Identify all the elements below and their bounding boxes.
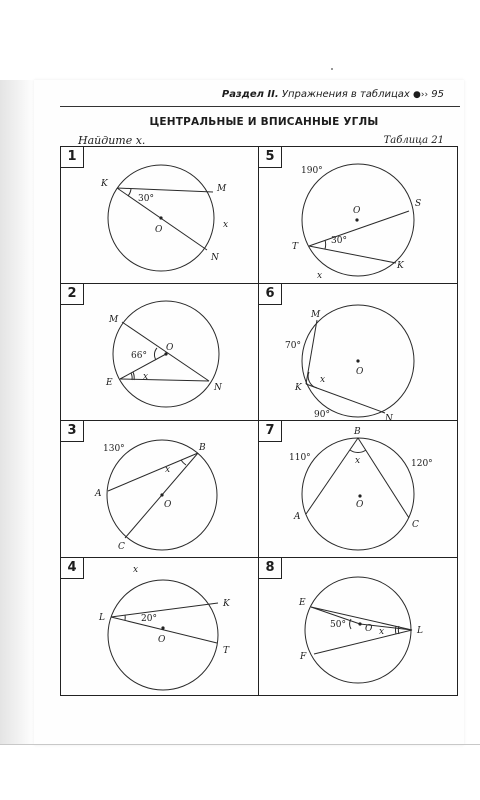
problem-6-figure [259, 284, 457, 421]
page-number: 95 [431, 89, 444, 100]
problem-1-figure [61, 147, 259, 284]
label-f: F [300, 652, 307, 662]
problem-number: 2 [61, 284, 84, 305]
label-l: L [99, 613, 105, 623]
chord-kn [306, 384, 385, 413]
angle-value: 66° [131, 351, 147, 361]
angle-arc [181, 460, 186, 465]
problem-number: 4 [61, 558, 84, 579]
angle-arc-x-2 [398, 626, 399, 634]
chord-en [120, 379, 209, 381]
label-m: M [311, 310, 321, 320]
label-n: N [385, 414, 393, 421]
angle-arc [350, 450, 366, 453]
label-o: O [356, 500, 364, 510]
chord-tk [309, 246, 396, 263]
center-dot [355, 218, 358, 221]
label-b: B [199, 443, 206, 453]
angle-value: 30° [331, 236, 347, 246]
problem-number: 1 [61, 147, 84, 168]
angle-arc-66 [154, 348, 157, 360]
label-o: O [155, 225, 163, 235]
chord-ts [309, 211, 409, 246]
label-s: S [415, 199, 422, 209]
header-section: Раздел II. [221, 89, 279, 100]
label-o: O [356, 367, 364, 377]
label-x: x [355, 456, 361, 466]
chord-ba [108, 453, 198, 491]
problem-cell-8 [259, 558, 457, 695]
arc-value-2: 120° [411, 459, 433, 469]
label-l: L [417, 626, 423, 636]
label-x: x [320, 375, 326, 385]
circle [302, 438, 414, 550]
problem-cell-7 [259, 421, 457, 558]
label-m: M [109, 315, 119, 325]
arc-value-1: 70° [285, 341, 301, 351]
label-x: x [143, 372, 149, 382]
problem-cell-2 [61, 284, 259, 421]
chord-el [311, 607, 412, 630]
label-n: N [211, 253, 219, 263]
table-label: Таблица 21 [383, 135, 444, 146]
angle-value: 50° [330, 620, 346, 630]
header-text [222, 89, 444, 100]
angle-value: 30° [138, 194, 154, 204]
label-a: A [294, 512, 301, 522]
header-dots-icon: ●›› [413, 90, 429, 100]
problem-5-figure [259, 147, 457, 284]
running-header [60, 86, 460, 107]
arc-value-1: 110° [289, 453, 311, 463]
label-k: K [295, 383, 302, 393]
arc-value-2: 90° [314, 410, 330, 420]
label-e: E [106, 378, 113, 388]
problem-number: 7 [259, 421, 282, 442]
header-section-title: Упражнения в таблицах [281, 89, 410, 100]
problem-number: 5 [259, 147, 282, 168]
label-n: N [214, 383, 222, 393]
label-m: M [217, 184, 227, 194]
problem-7-figure [259, 421, 457, 558]
problem-number: 6 [259, 284, 282, 305]
label-t: T [292, 242, 299, 252]
angle-arc-x [395, 626, 396, 634]
center-dot [161, 626, 164, 629]
chord-fl [314, 630, 412, 654]
problem-number: 3 [61, 421, 84, 442]
arc-value: 130° [103, 444, 125, 454]
label-o: O [164, 500, 172, 510]
label-x: x [133, 565, 139, 575]
scan-speck [331, 68, 333, 70]
center-dot [159, 216, 162, 219]
problem-4-figure [61, 558, 259, 695]
label-t: T [223, 646, 230, 656]
label-o: O [353, 206, 361, 216]
label-x: x [223, 220, 229, 230]
label-x: x [317, 271, 323, 281]
page-title: ЦЕНТРАЛЬНЫЕ И ВПИСАННЫЕ УГЛЫ [149, 116, 379, 128]
problem-cell-4 [61, 558, 259, 695]
problem-cell-1 [61, 147, 259, 284]
label-k: K [223, 599, 230, 609]
label-k: K [397, 261, 404, 271]
arc-value: 190° [301, 166, 323, 176]
label-x: x [165, 465, 171, 475]
problems-table [60, 146, 458, 696]
angle-arc [128, 189, 131, 196]
problem-3-figure [61, 421, 259, 558]
label-o: O [158, 635, 166, 645]
label-o: O [166, 343, 174, 353]
problem-cell-5 [259, 147, 457, 284]
angle-value: 20° [141, 614, 157, 624]
label-a: A [95, 489, 102, 499]
angle-arc [325, 240, 326, 249]
label-b: B [354, 427, 361, 437]
center-dot [358, 622, 361, 625]
label-c: C [412, 520, 419, 530]
problem-number: 8 [259, 558, 282, 579]
angle-arc-50 [350, 619, 351, 629]
problem-cell-3 [61, 421, 259, 558]
chord-km [117, 188, 213, 192]
chord-ba [306, 438, 361, 514]
problem-8-figure [259, 558, 457, 695]
label-k: K [101, 179, 108, 189]
task-instruction: Найдите x. [78, 134, 146, 147]
center-dot [356, 359, 359, 362]
label-o: O [365, 624, 373, 634]
problem-2-figure [61, 284, 259, 421]
label-e: E [299, 598, 306, 608]
center-dot [160, 493, 163, 496]
scan-shadow [0, 80, 34, 745]
problem-cell-6 [259, 284, 457, 421]
label-c: C [118, 542, 125, 552]
center-dot [358, 494, 361, 497]
chord-lk [111, 603, 218, 617]
label-x: x [379, 627, 385, 637]
scan-page-edge [0, 744, 480, 745]
